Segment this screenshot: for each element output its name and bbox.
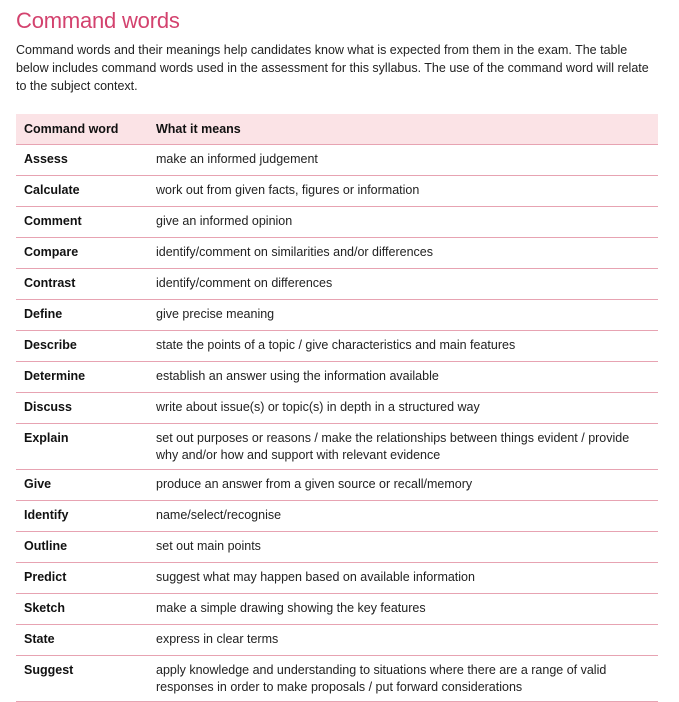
table-row: [16, 563, 658, 594]
command-word: Contrast: [16, 269, 148, 300]
command-word: State: [16, 625, 148, 656]
command-meaning: make a simple drawing showing the key features: [148, 594, 658, 625]
command-meaning: establish an answer using the information available: [148, 362, 658, 393]
command-word: Discuss: [16, 393, 148, 424]
table-row: [16, 207, 658, 238]
command-meaning: suggest what may happen based on available information: [148, 563, 658, 594]
table-row: [16, 300, 658, 331]
table-row: [16, 176, 658, 207]
table-row: [16, 331, 658, 362]
table-row: [16, 656, 658, 702]
table-row: [16, 145, 658, 176]
table-row: [16, 238, 658, 269]
command-word: Assess: [16, 145, 148, 176]
command-word: Describe: [16, 331, 148, 362]
command-meaning: make an informed judgement: [148, 145, 658, 176]
table-row: [16, 470, 658, 501]
command-word: Define: [16, 300, 148, 331]
command-word: Explain: [16, 424, 148, 470]
command-word: Predict: [16, 563, 148, 594]
table-row: [16, 625, 658, 656]
command-word: Comment: [16, 207, 148, 238]
page-title: Command words: [16, 8, 180, 33]
document-page: [16, 6, 658, 702]
table-row: [16, 393, 658, 424]
header-what-it-means: What it means: [148, 114, 658, 145]
command-meaning: express in clear terms: [148, 625, 658, 656]
table-row: [16, 501, 658, 532]
command-meaning: produce an answer from a given source or recall/memory: [148, 470, 658, 501]
command-meaning: identify/comment on differences: [148, 269, 658, 300]
command-meaning: write about issue(s) or topic(s) in depth in a structured way: [148, 393, 658, 424]
command-word: Give: [16, 470, 148, 501]
intro-paragraph: Command words and their meanings help candidates know what is expected from them in the exam. The table below includes command words used in the assessment for this syllabus. The use of the command word will relate to the subject context.: [16, 43, 649, 93]
command-word: Calculate: [16, 176, 148, 207]
command-meaning: identify/comment on similarities and/or differences: [148, 238, 658, 269]
command-words-table: [16, 114, 658, 702]
command-word: Sketch: [16, 594, 148, 625]
table-row: [16, 594, 658, 625]
table-row: [16, 424, 658, 470]
command-word: Determine: [16, 362, 148, 393]
command-word: Compare: [16, 238, 148, 269]
command-meaning: set out purposes or reasons / make the relationships between things evident / provide why and/or how and support with relevant evidence: [148, 424, 658, 470]
command-word: Identify: [16, 501, 148, 532]
table-row: [16, 269, 658, 300]
command-meaning: give an informed opinion: [148, 207, 658, 238]
command-word: Suggest: [16, 656, 148, 702]
header-command-word: Command word: [16, 114, 148, 145]
command-meaning: state the points of a topic / give characteristics and main features: [148, 331, 658, 362]
table-row: [16, 532, 658, 563]
command-meaning: name/select/recognise: [148, 501, 658, 532]
command-meaning: set out main points: [148, 532, 658, 563]
command-meaning: work out from given facts, figures or information: [148, 176, 658, 207]
table-header-row: [16, 114, 658, 145]
command-word: Outline: [16, 532, 148, 563]
table-row: [16, 362, 658, 393]
command-meaning: apply knowledge and understanding to situations where there are a range of valid responses in order to make proposals / put forward considerations: [148, 656, 658, 702]
command-meaning: give precise meaning: [148, 300, 658, 331]
